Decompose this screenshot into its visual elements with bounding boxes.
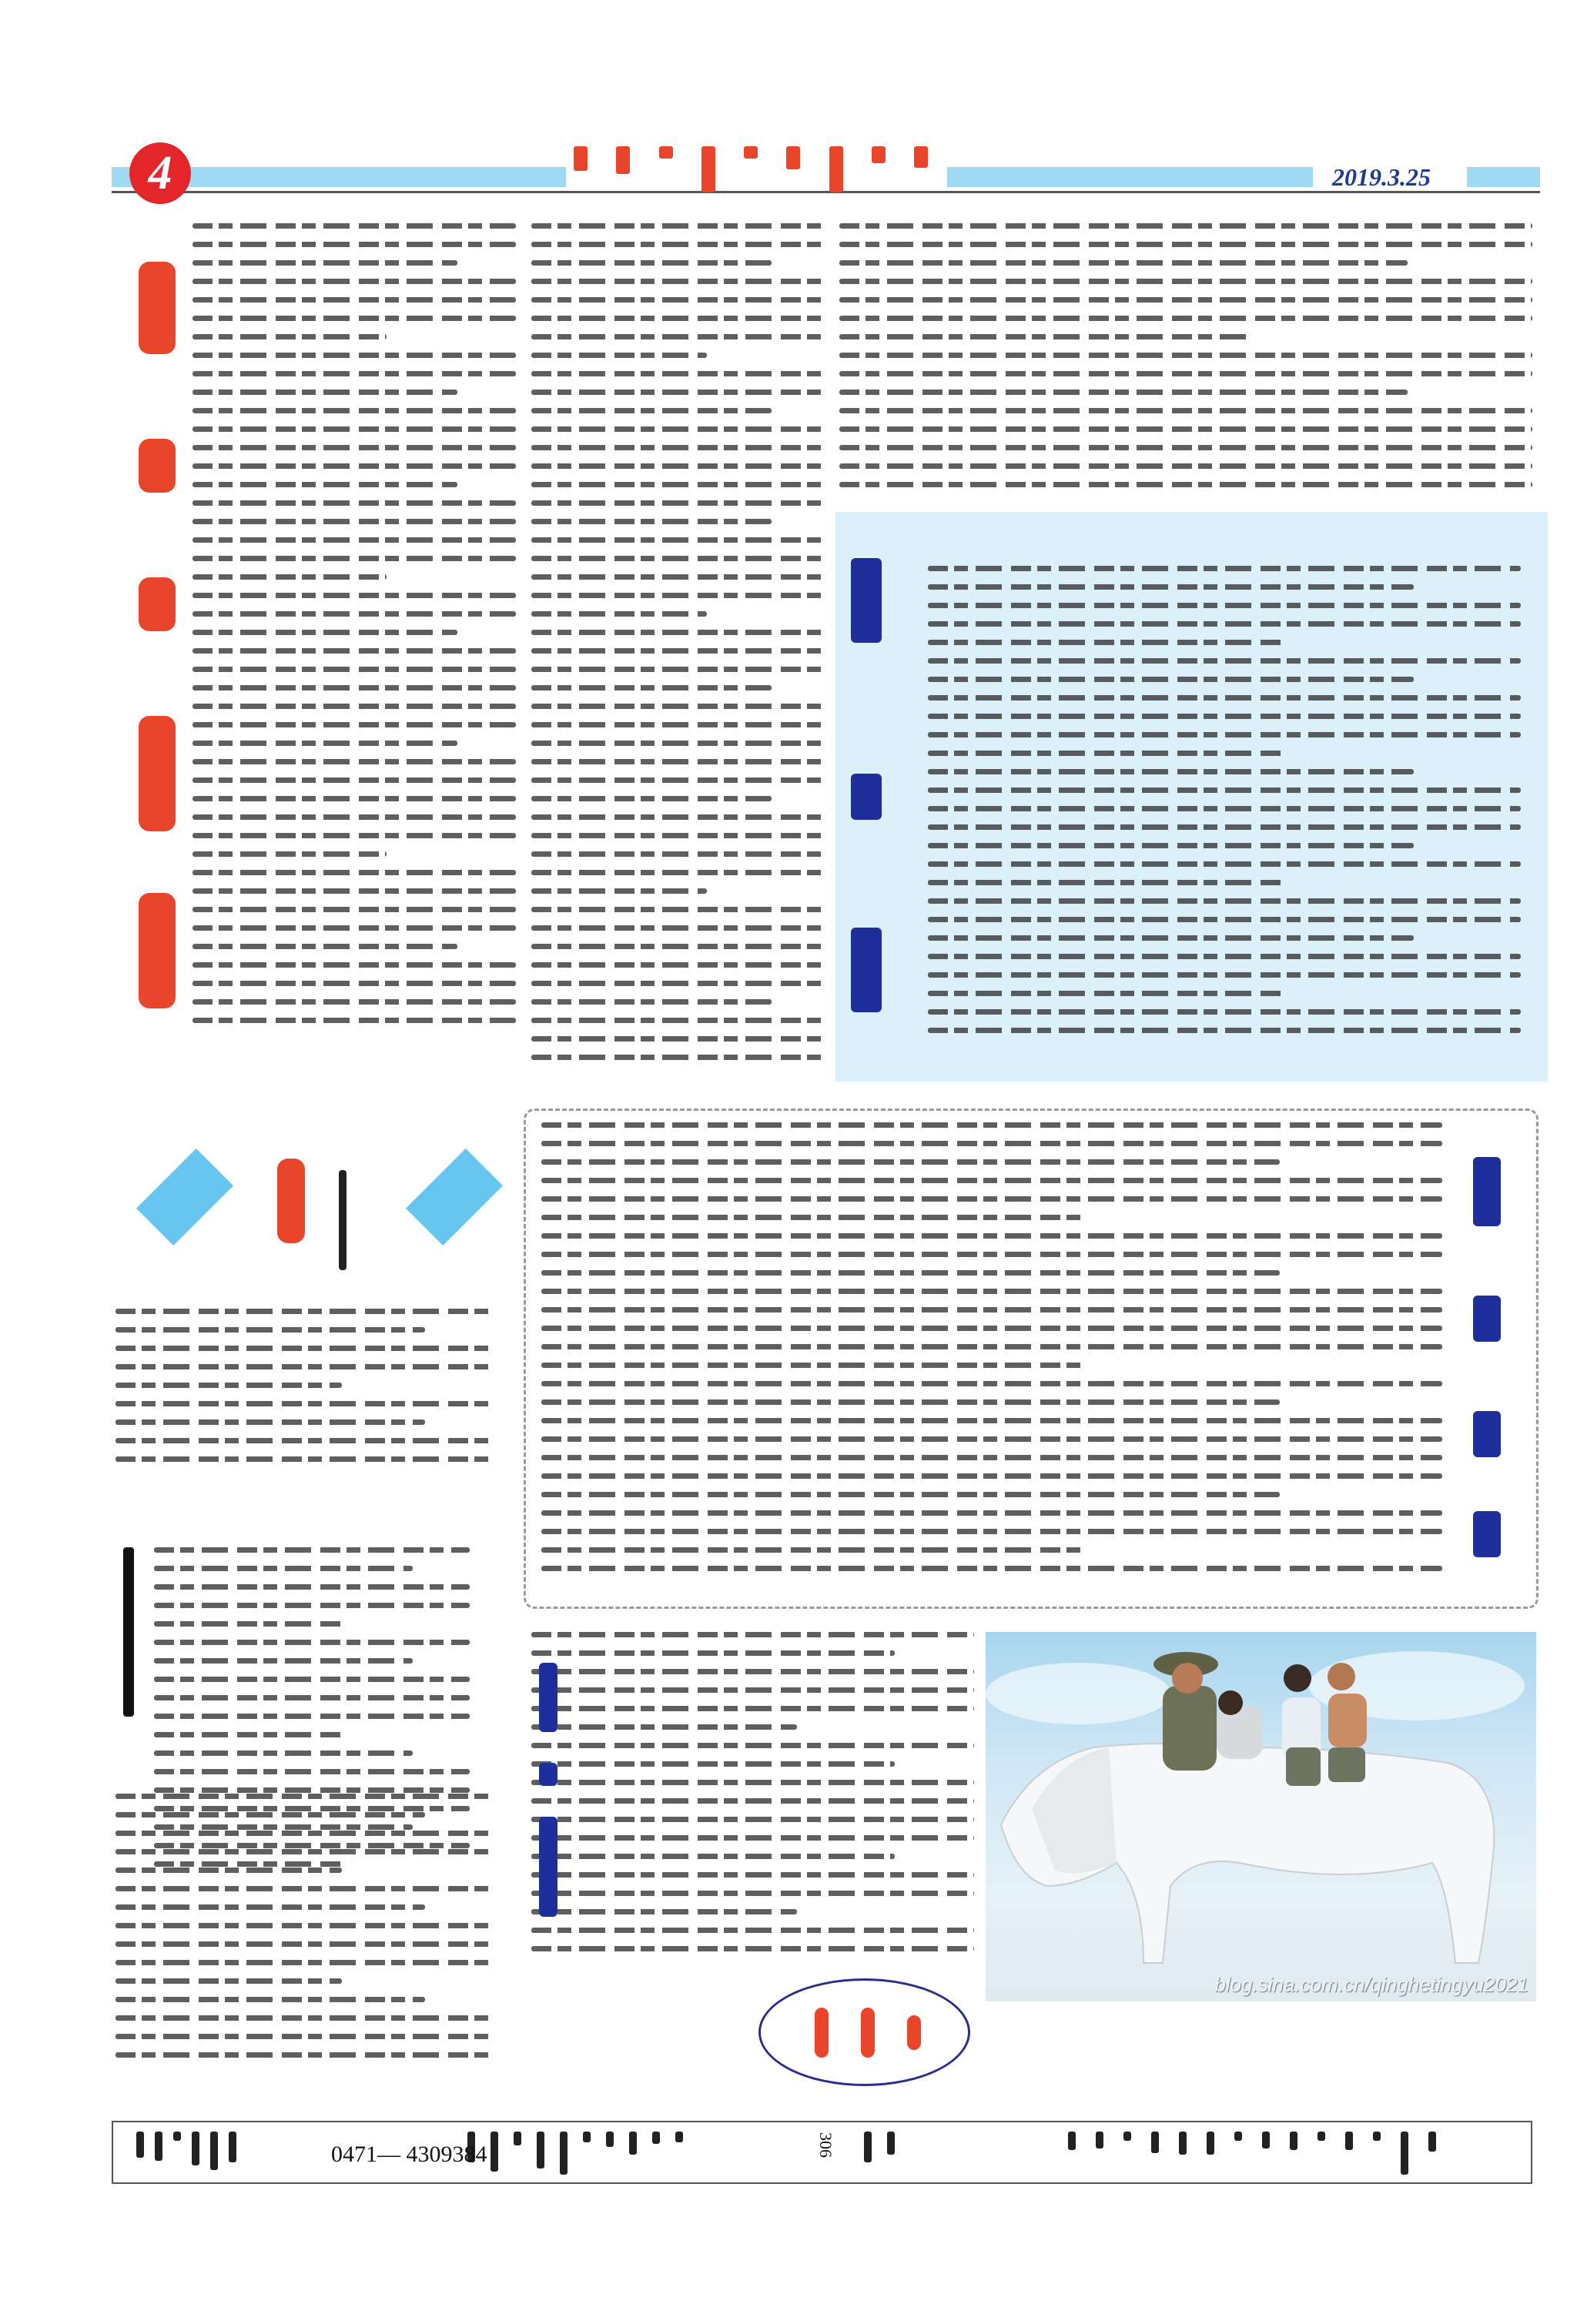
- header-accent-bar-mid: [947, 167, 1313, 187]
- title-glyph: [139, 577, 176, 631]
- masthead-glyph: [701, 146, 715, 192]
- header-accent-bar-right: [1467, 167, 1540, 187]
- title-glyph: [1473, 1411, 1501, 1457]
- poem-title-black: [123, 1547, 134, 1717]
- oval-stamp-icon: [758, 1978, 970, 2086]
- title-glyph: [851, 558, 882, 643]
- title-glyph: [1473, 1296, 1501, 1342]
- featured-article-title: [1473, 1157, 1501, 1557]
- masthead-glyph: [872, 146, 886, 163]
- poem-author: [339, 1170, 347, 1270]
- sidebar-title: [851, 558, 882, 1035]
- stamp-glyph: [815, 2008, 829, 2058]
- article-body-top-right: [839, 223, 1532, 500]
- masthead-glyph: [659, 146, 673, 159]
- photo-watermark: blog.sina.com.cn/qinghetingyu2021: [1214, 1973, 1528, 1996]
- sidebar-poem-box: [835, 512, 1548, 1082]
- article-body-bottom-middle: [531, 1632, 974, 1971]
- title-glyph: [1473, 1511, 1501, 1557]
- page-number-badge: 4: [129, 142, 191, 204]
- title-glyph: [539, 1817, 557, 1917]
- footer-phone-number: 0471— 4309384: [331, 2142, 487, 2167]
- bottom-title-blue: [539, 1663, 557, 1940]
- featured-article-box: [524, 1108, 1538, 1609]
- title-glyph: [851, 928, 882, 1012]
- footer-room-number: 306: [816, 2132, 835, 2158]
- masthead-glyph: [574, 146, 588, 171]
- masthead-glyph: [616, 146, 630, 174]
- poem-title-red: [277, 1159, 305, 1243]
- masthead-glyph: [744, 146, 758, 159]
- footer-address-label: [467, 2132, 683, 2175]
- masthead-glyph: [914, 146, 928, 168]
- sidebar-poem-body: [928, 566, 1521, 1058]
- featured-article-body: [541, 1122, 1442, 1596]
- title-glyph: [139, 439, 176, 493]
- article-title-top-left: [139, 262, 176, 970]
- title-glyph: [1473, 1157, 1501, 1226]
- painting-horse-riders: [986, 1632, 1536, 2001]
- poem-body-left-right-column: [116, 1794, 493, 2102]
- title-glyph: [539, 1663, 557, 1732]
- stamp-glyph: [907, 2015, 921, 2050]
- masthead-logo: [574, 146, 928, 200]
- issue-date: 2019.3.25: [1332, 163, 1431, 191]
- footer-contact-label: [136, 2132, 236, 2170]
- title-glyph: [139, 262, 176, 354]
- title-glyph: [139, 893, 176, 1008]
- title-glyph: [851, 774, 882, 820]
- masthead-glyph: [829, 146, 843, 192]
- poem-body-left-upper: [116, 1309, 493, 1478]
- stamp-glyph: [861, 2008, 875, 2058]
- footer-publisher-label: [1068, 2132, 1436, 2175]
- article-body-top-left: [193, 223, 516, 1074]
- title-glyph: [139, 716, 176, 831]
- article-body-top-middle: [531, 223, 824, 1089]
- masthead-glyph: [786, 146, 800, 169]
- title-glyph: [539, 1763, 557, 1786]
- footer-address-tail: [864, 2132, 895, 2162]
- diamond-ornament-icon: [406, 1149, 503, 1246]
- painting-illustration: [986, 1632, 1536, 2001]
- diamond-ornament-icon: [136, 1149, 233, 1246]
